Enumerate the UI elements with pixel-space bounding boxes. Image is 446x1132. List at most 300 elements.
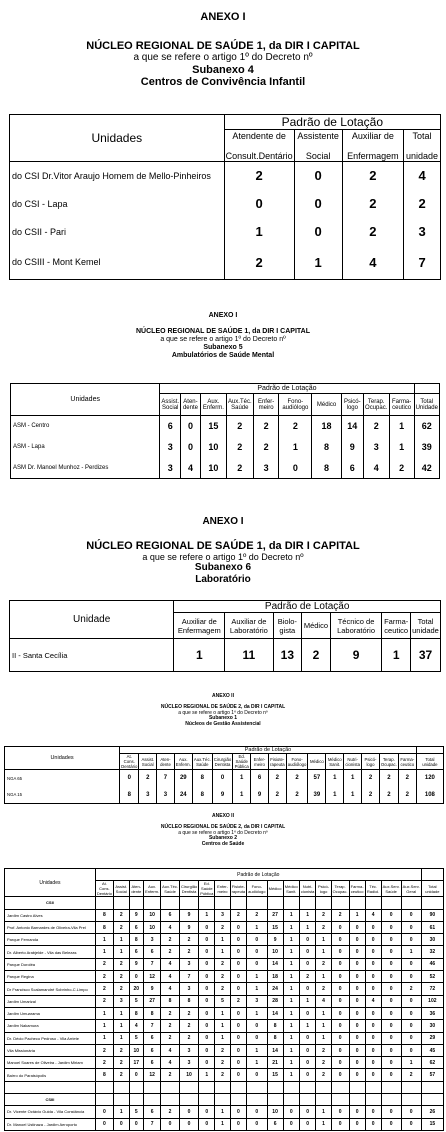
table-title: Centros de Saúde [201,841,245,847]
value-cell: 1 [95,1007,113,1019]
value-cell: 8 [192,770,212,787]
value-cell: 30 [421,934,443,946]
value-cell: 2 [389,458,414,479]
value-cell: 1 [283,983,299,995]
value-cell: 2 [95,983,113,995]
value-cell: 4 [404,162,441,190]
value-cell: 4 [161,983,180,995]
value-cell: 7 [144,1118,161,1130]
value-cell: 0 [349,995,365,1007]
value-cell: 0 [129,1069,144,1081]
value-cell: 0 [349,1020,365,1032]
col-header-line1: Aux.Serv. [382,883,400,889]
value-cell: 24 [174,787,192,804]
value-cell: 0 [401,1044,421,1056]
value-cell: 0 [95,1118,113,1130]
value-cell: 9 [179,909,198,921]
value-cell: 2 [113,921,129,933]
col-header [273,613,302,639]
value-cell: 1 [316,1106,331,1118]
units-header: Unidade [10,601,174,639]
unit-name: Bairro do Paraisópolis [5,1069,96,1081]
value-cell: 0 [331,921,349,933]
value-cell: 1 [233,787,251,804]
value-cell: 10 [200,437,226,458]
value-cell: 0 [331,946,349,958]
unit-name: NGA 65 [5,770,120,787]
value-cell: 90 [421,909,443,921]
value-cell: 1 [382,639,411,672]
nucleo-title: NÚCLEO REGIONAL DE SAÚDE 1, da DIR I CAPITAL [86,39,360,52]
unit-name: Dr. Décio Pacheco Pedroso - Vila Arriete [5,1032,96,1044]
col-header-line2: Laboratório [229,625,268,635]
value-cell: 0 [247,1069,267,1081]
value-cell: 2 [286,787,308,804]
value-cell: 9 [341,437,363,458]
value-cell: 0 [401,909,421,921]
value-cell: 2 [179,1007,198,1019]
col-header [365,881,381,897]
lotacao-table [4,746,444,804]
value-cell: 0 [294,162,342,190]
value-cell: 2 [401,1069,421,1081]
unit-name: Parque Fernanda [5,934,96,946]
value-cell: 1 [215,934,230,946]
col-header [404,130,441,162]
value-cell: 4 [363,458,389,479]
value-cell: 0 [230,921,247,933]
col-header-line2: Unidade [415,404,438,411]
value-cell: 0 [381,1057,401,1069]
col-header [363,394,389,416]
value-cell: 0 [365,971,381,983]
value-cell: 29 [421,1032,443,1044]
value-cell: 3 [113,995,129,1007]
value-cell: 0 [283,1106,299,1118]
col-header-line2: audiólogo [287,761,307,767]
col-header-line2: cionista [345,761,360,767]
value-cell: 2 [279,416,312,437]
value-cell: 6 [267,1118,283,1130]
value-cell: 1 [283,1057,299,1069]
col-header-line1: Psicó- [364,756,377,762]
value-cell: 0 [247,1118,267,1130]
col-header-line1: At. Cons. [99,881,110,892]
value-cell: 8 [129,1007,144,1019]
value-cell: 1 [283,971,299,983]
col-header [129,881,144,897]
decree-reference: a que se refere o artigo 1º do Decreto nº [142,552,304,563]
value-cell: 2 [379,770,398,787]
col-header-line2: logo [346,404,358,411]
value-cell: 2 [215,971,230,983]
col-header [326,754,344,770]
value-cell: 1 [316,971,331,983]
value-cell: 27 [267,909,283,921]
value-cell: 0 [401,934,421,946]
col-header-line2: Ocupac. [380,761,397,767]
value-cell: 5 [129,1032,144,1044]
table-row [5,995,444,1007]
value-cell: 0 [199,1032,215,1044]
value-cell: 0 [224,190,294,218]
value-cell: 10 [267,946,283,958]
value-cell: 0 [365,983,381,995]
lotacao-table [10,383,440,479]
table-row [5,983,444,995]
col-header-line2: Ocupac. [332,888,348,894]
value-cell: 1 [299,1020,316,1032]
value-cell: 10 [200,458,226,479]
value-cell: 0 [331,1044,349,1056]
value-cell: 29 [174,770,192,787]
col-header [279,394,312,416]
value-cell: 3 [144,934,161,946]
padrao-header: Padrão de Lotação [224,115,440,130]
value-cell: 1 [283,934,299,946]
value-cell: 0 [199,1118,215,1130]
value-cell: 0 [331,1032,349,1044]
value-cell: 0 [199,1020,215,1032]
value-cell: 2 [113,909,129,921]
col-header-line2: ceutico [392,404,412,411]
units-header: Unidades [5,869,96,897]
value-cell: 6 [144,1106,161,1118]
col-header-line1: Cirurgião [213,756,232,762]
value-cell: 0 [331,934,349,946]
group-label: CSII [5,897,96,909]
col-header-line1: Nutri- [302,883,313,889]
value-cell: 8 [267,1032,283,1044]
unit-name: Dr. Alberto Arabjelde - Vila das Belezas [5,946,96,958]
col-header-line1: Aux. [207,398,220,405]
col-header-line2: Social [305,150,331,161]
col-header-line1: Téc. [369,883,378,889]
value-cell: 0 [299,1057,316,1069]
value-cell: 18 [312,416,342,437]
col-header [268,754,286,770]
value-cell: 0 [401,971,421,983]
value-cell: 4 [316,995,331,1007]
col-header [157,754,175,770]
col-header [212,754,232,770]
value-cell: 0 [381,1032,401,1044]
col-header-line1: Ed. Saúde [235,754,248,764]
value-cell: 24 [267,983,283,995]
col-header [308,754,326,770]
value-cell: 2 [161,1032,180,1044]
col-header-line2: Geral [406,888,417,894]
col-header [230,881,247,897]
value-cell: 1 [247,1044,267,1056]
value-cell: 0 [199,1007,215,1019]
lotacao-table [4,868,444,1131]
col-header-line1: Fono- [291,756,303,762]
value-cell: 0 [230,1106,247,1118]
value-cell: 2 [113,983,129,995]
col-header-line1: At. Cons. [123,754,135,764]
value-cell: 0 [113,1118,129,1130]
col-header [341,394,363,416]
value-cell: 0 [401,1118,421,1130]
value-cell: 2 [316,1044,331,1056]
value-cell: 14 [267,1007,283,1019]
value-cell: 2 [215,958,230,970]
value-cell: 9 [144,983,161,995]
value-cell: 0 [247,934,267,946]
nucleo-title: NÚCLEO REGIONAL DE SAÚDE 2, da DIR I CAPITAL [160,703,286,710]
col-header-line1: Total [425,756,435,762]
value-cell: 0 [331,971,349,983]
value-cell: 0 [381,1106,401,1118]
value-cell: 57 [308,770,326,787]
value-cell: 13 [273,639,302,672]
col-header-line2: Enfermagem [177,625,221,635]
col-header-line1: Aux.Téc. [227,398,252,405]
value-cell: 0 [349,1007,365,1019]
value-cell: 0 [349,1044,365,1056]
col-header [421,881,443,897]
col-header [247,881,267,897]
col-header-line1: Médico [316,401,337,408]
col-header-line1: Médico [327,756,342,762]
value-cell: 1 [215,1032,230,1044]
value-cell: 42 [414,458,439,479]
value-cell: 1 [95,1032,113,1044]
value-cell: 7 [404,246,441,280]
value-cell: 0 [199,971,215,983]
col-header-line2: Saúde [231,404,249,411]
value-cell: 2 [226,437,253,458]
table-row [11,458,440,479]
table-row [5,958,444,970]
value-cell: 9 [179,921,198,933]
value-cell: 1 [283,1007,299,1019]
value-cell: 0 [365,1020,381,1032]
col-header-line2: unidade [425,888,440,894]
value-cell: 0 [199,958,215,970]
col-header [389,394,414,416]
value-cell: 2 [113,1057,129,1069]
col-header [349,881,365,897]
value-cell: 0 [230,1118,247,1130]
value-cell: 1 [283,995,299,1007]
value-cell: 0 [230,1057,247,1069]
col-header-line2: ceutico [350,888,364,894]
col-header [286,754,308,770]
value-cell: 1 [283,946,299,958]
value-cell: 108 [416,787,443,804]
value-cell: 2 [268,770,286,787]
value-cell: 7 [144,1020,161,1032]
value-cell: 3 [253,458,279,479]
value-cell: 1 [316,946,331,958]
value-cell: 0 [331,995,349,1007]
value-cell: 2 [95,958,113,970]
value-cell: 0 [299,1069,316,1081]
table-row [10,246,441,280]
unit-name: Parque Regina [5,971,96,983]
col-header-line2: Laboratório [337,625,376,635]
col-header-line2: dente [160,761,171,767]
unit-name: Parque Doroléa [5,958,96,970]
value-cell: 2 [161,1069,180,1081]
value-cell: 0 [95,1106,113,1118]
col-header-line1: Fisiote- [270,756,285,762]
col-header-line1: Fisiote- [231,883,245,889]
value-cell: 8 [192,787,212,804]
value-cell: 1 [283,1069,299,1081]
col-header-line2: unidade [406,150,439,161]
value-cell: 1 [215,1118,230,1130]
value-cell: 0 [199,983,215,995]
value-cell: 0 [199,995,215,1007]
decree-reference: a que se refere o artigo 1º do Decreto nº [178,829,268,836]
table-title: Ambulatórios de Saúde Mental [171,352,275,360]
col-header-line2: Enfermagem [347,150,399,161]
value-cell: 1 [316,1007,331,1019]
value-cell: 18 [267,971,283,983]
value-cell: 0 [230,1032,247,1044]
value-cell: 0 [230,946,247,958]
value-cell: 9 [267,934,283,946]
value-cell: 2 [224,162,294,190]
table-row [5,1032,444,1044]
value-cell: 0 [299,946,316,958]
table-row [5,971,444,983]
value-cell: 0 [381,909,401,921]
value-cell: 1 [344,787,362,804]
value-cell: 1 [389,416,414,437]
value-cell: 7 [179,971,198,983]
value-cell: 0 [401,1106,421,1118]
value-cell: 4 [161,971,180,983]
value-cell: 0 [331,1007,349,1019]
col-header-line2: dente [182,404,198,411]
value-cell: 1 [95,934,113,946]
col-header [120,754,139,770]
col-header-line1: Médico [284,883,298,889]
col-header-line2: Enferm. [175,761,191,767]
table-row [5,934,444,946]
value-cell: 20 [129,983,144,995]
col-header [181,394,201,416]
col-header-line1: Nutri- [347,756,358,762]
value-cell: 6 [144,1032,161,1044]
value-cell: 0 [299,1007,316,1019]
value-cell: 0 [365,1118,381,1130]
value-cell: 0 [381,971,401,983]
value-cell: 2 [226,458,253,479]
value-cell: 4 [161,921,180,933]
value-cell: 1 [283,1020,299,1032]
col-header-line2: unidade [422,761,438,767]
value-cell: 0 [247,1032,267,1044]
col-header [253,394,279,416]
value-cell: 2 [95,1044,113,1056]
col-header-line2: meiro [217,888,228,894]
unit-name: ASM Dr. Manoel Munhoz - Perdizes [11,458,160,479]
col-header-line2: cionista [300,888,315,894]
padrao-header: Padrão de Lotação [160,384,414,394]
value-cell: 0 [365,934,381,946]
value-cell: 9 [212,787,232,804]
section-header [0,814,446,848]
unit-name: Dr Francisco Scalamandré Sobrinho-C.Limpo [5,983,96,995]
value-cell: 1 [113,1007,129,1019]
value-cell: 2 [161,1007,180,1019]
value-cell: 2 [342,218,404,246]
value-cell: 62 [414,416,439,437]
value-cell: 3 [179,1057,198,1069]
padrao-header: Padrão de Lotação [174,601,441,613]
unit-name: Dr. Vicente Octávio Guida - Vila Constância [5,1106,96,1118]
col-header-line2: Enferm. [202,404,224,411]
col-header-line2: Sanit. [329,761,341,767]
value-cell: 1 [326,770,344,787]
value-cell: 2 [398,787,416,804]
col-header [401,881,421,897]
value-cell: 2 [113,1044,129,1056]
value-cell: 0 [349,1118,365,1130]
decree-reference: a que se refere o artigo 1º do Decreto nº [133,52,313,64]
col-header-line2: rapeuta [231,888,246,894]
col-header [330,613,382,639]
unit-name: do CSII - Pari [10,218,225,246]
unit-name: NGA 15 [5,787,120,804]
value-cell: 1 [389,437,414,458]
col-header-line1: Enfer- [257,398,275,405]
nucleo-title: NÚCLEO REGIONAL DE SAÚDE 1, da DIR I CAPITAL [86,539,360,552]
value-cell: 3 [160,437,181,458]
value-cell: 1 [349,909,365,921]
subanexo-label: Subanexo 4 [192,63,254,76]
value-cell: 0 [299,1032,316,1044]
value-cell: 0 [349,946,365,958]
annex-title: ANEXO II [212,813,234,819]
value-cell: 4 [181,458,201,479]
value-cell: 0 [349,934,365,946]
value-cell: 0 [199,1057,215,1069]
col-header-line1: Assist. [115,883,128,889]
value-cell: 3 [179,958,198,970]
value-cell: 1 [215,946,230,958]
value-cell: 2 [316,909,331,921]
value-cell: 10 [144,921,161,933]
unit-name: Jardim Castro Alves [5,909,96,921]
col-header-line1: Técnico de [337,616,375,626]
col-header-line2: logo [319,888,328,894]
col-header [379,754,398,770]
col-header-line2: unidade [412,625,439,635]
value-cell: 2 [316,1069,331,1081]
value-cell: 14 [341,416,363,437]
value-cell: 1 [279,437,312,458]
value-cell: 2 [230,995,247,1007]
col-header-line1: Total [417,616,434,626]
col-header [199,881,215,897]
value-cell: 2 [95,971,113,983]
value-cell: 4 [365,995,381,1007]
col-header-line1: Terap. [334,883,346,889]
subanexo-label: Subanexo 1 [208,715,238,722]
value-cell: 9 [129,958,144,970]
value-cell: 2 [253,437,279,458]
value-cell: 0 [129,971,144,983]
unit-name: do CSIII - Mont Kemel [10,246,225,280]
group-row [5,897,444,909]
value-cell: 0 [199,1106,215,1118]
